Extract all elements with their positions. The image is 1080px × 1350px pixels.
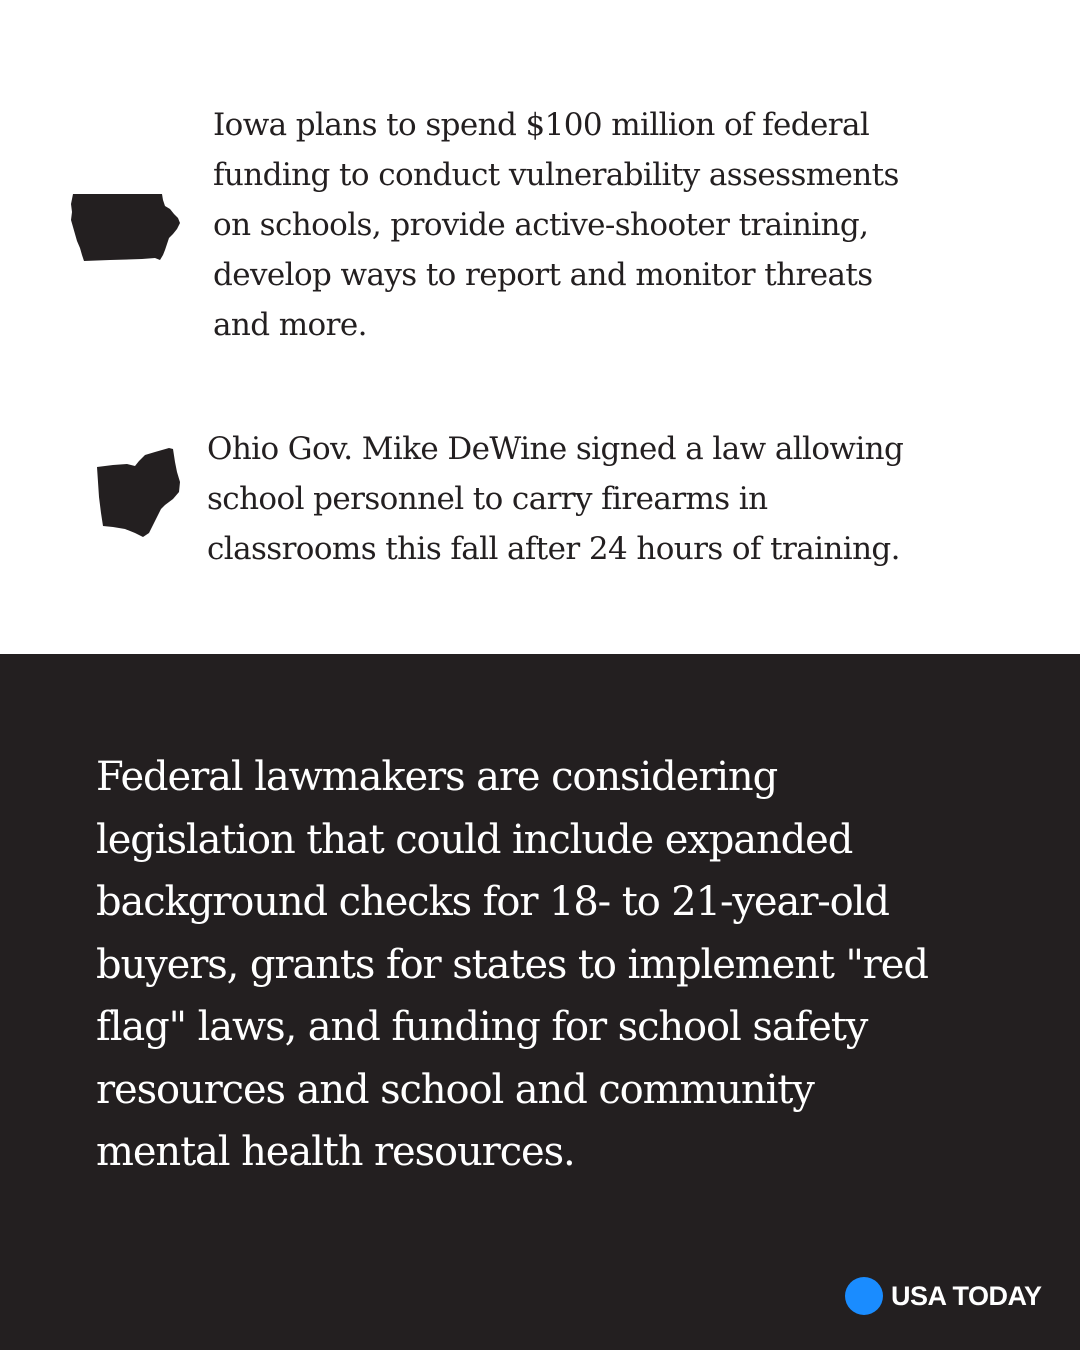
federal-text-line: buyers, grants for states to implement "red <box>96 941 928 988</box>
federal-text-line: mental health resources. <box>96 1129 575 1175</box>
federal-legislation-text <box>96 746 1046 1184</box>
logo-text: USA TODAY <box>891 1280 1042 1311</box>
iowa-text-line: and more. <box>213 307 367 343</box>
ohio-state-silhouette-icon <box>95 447 183 539</box>
ohio-text-line: school personnel to carry firearms in <box>207 481 768 517</box>
ohio-description <box>207 424 1007 574</box>
iowa-text-line: develop ways to report and monitor threats <box>213 257 873 293</box>
ohio-text-line: Ohio Gov. Mike DeWine signed a law allowing <box>207 431 904 467</box>
federal-text-line: flag" laws, and funding for school safety <box>96 1004 868 1050</box>
iowa-text-line: on schools, provide active-shooter training, <box>213 207 869 243</box>
bottom-section <box>0 654 1080 1350</box>
federal-text-line: resources and school and community <box>96 1066 814 1113</box>
federal-text-line: Federal lawmakers are considering <box>96 754 778 800</box>
iowa-state-silhouette-icon <box>70 192 182 264</box>
federal-text-line: background checks for 18- to 21-year-old <box>96 879 889 925</box>
usa-today-dot-icon <box>845 1277 883 1315</box>
iowa-text-line: Iowa plans to spend $100 million of federal <box>213 107 870 143</box>
top-section <box>0 0 1080 654</box>
iowa-description <box>213 100 1013 350</box>
federal-text-line: legislation that could include expanded <box>96 816 853 863</box>
iowa-text-line: funding to conduct vulnerability assessments <box>213 157 899 193</box>
ohio-text-line: classrooms this fall after 24 hours of training. <box>207 531 900 567</box>
usa-today-logo <box>845 1276 1042 1316</box>
